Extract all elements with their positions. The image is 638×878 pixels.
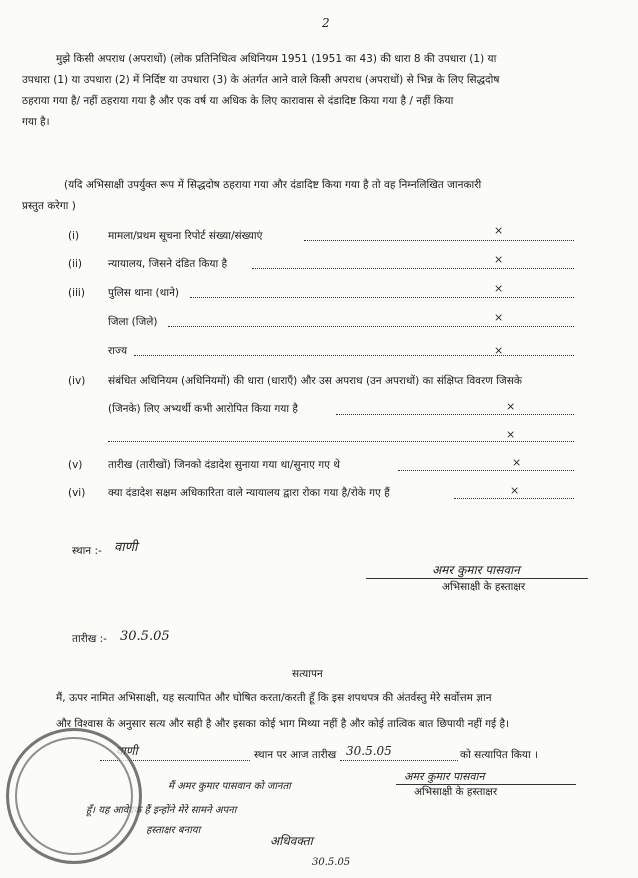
item-i-num: (i) xyxy=(68,230,80,242)
item-vi-num: (vi) xyxy=(68,487,86,499)
notary-date: 30.5.05 xyxy=(312,857,351,868)
notary-signature: अधिवक्ता xyxy=(270,834,313,848)
verified-mid-text: स्थान पर आज तारीख xyxy=(254,749,337,761)
item-v-label: तारीख (तारीखों) जिनको दंडादेश सुनाया गया था/सुनाए गए थे xyxy=(108,459,340,471)
date-label: तारीख :- xyxy=(72,633,107,645)
item-i-blank xyxy=(304,240,574,241)
item-vi-label: क्या दंडादेश सक्षम अधिकारिता वाले न्यायालय द्वारा रोका गया है/रोके गए हैं xyxy=(108,487,390,499)
item-iii-blank xyxy=(190,297,574,298)
place-value: वाणी xyxy=(114,540,138,555)
para1-line1: मुझे किसी अपराध (अपराधों) (लोक प्रतिनिधित्व अधिनियम 1951 (1951 का 43) की धारा 8 की उपधारा (1) या xyxy=(56,53,497,65)
item-iii-mark: × xyxy=(494,282,504,295)
item-iv-blank1 xyxy=(336,414,574,415)
state-blank xyxy=(134,355,574,356)
item-iv-num: (iv) xyxy=(68,375,86,387)
signature-line xyxy=(366,578,588,579)
note-line1: मैं अमर कुमार पासवान को जानता xyxy=(168,781,291,792)
verification-title: सत्यापन xyxy=(292,668,323,680)
para1-line4: गया है। xyxy=(22,116,50,128)
deponent-signature: अमर कुमार पासवान xyxy=(432,563,520,577)
item-iv-mark-2: × xyxy=(506,428,516,441)
notary-seal xyxy=(6,728,142,864)
page-number: 2 xyxy=(322,16,330,30)
verified-place: वाणी xyxy=(116,744,138,758)
item-iii-num: (iii) xyxy=(68,287,85,299)
para2-line2: प्रस्तुत करेगा ) xyxy=(22,200,76,212)
item-iv-line1: संबंधित अधिनियम (अधिनियमों) की धारा (धाराएँ) और उस अपराध (उन अपराधों) का संक्षिप्त विवरण जिसके xyxy=(108,375,522,387)
verified-date: 30.5.05 xyxy=(346,744,392,758)
item-iv-mark: × xyxy=(506,400,516,413)
verification-line2: और विश्वास के अनुसार सत्य और सही है और इसका कोई भाग मिथ्या नहीं है और कोई तात्विक बात छिपायी नहीं गई है। xyxy=(56,718,510,730)
item-iv-blank2 xyxy=(108,441,574,442)
state-mark: × xyxy=(494,344,504,357)
item-ii-num: (ii) xyxy=(68,258,83,270)
note-line3: हस्ताक्षर बनाया xyxy=(146,825,201,836)
item-i-label: मामला/प्रथम सूचना रिपोर्ट संख्या/संख्याएं xyxy=(108,230,263,242)
item-iii-label: पुलिस थाना (थाने) xyxy=(108,287,180,299)
item-iv-line2: (जिनके) लिए अभ्यर्थी कभी आरोपित किया गया है xyxy=(108,403,298,415)
para2-line1: (यदि अभिसाक्षी उपर्युक्त रूप में सिद्धदोष ठहराया गया और दंडादिष्ट किया गया है तो वह निम्नलिखित जानकारी xyxy=(64,179,482,191)
deponent-signature-2: अमर कुमार पासवान xyxy=(404,770,485,783)
item-vi-mark: × xyxy=(510,484,520,497)
para1-line3: ठहराया गया है/ नहीं ठहराया गया है और एक वर्ष या अधिक के लिए कारावास से दंडादिष्ट किया गया है / नहीं किया xyxy=(22,95,454,107)
district-mark: × xyxy=(494,311,504,324)
deponent-sign-label-2: अभिसाक्षी के हस्ताक्षर xyxy=(414,786,498,798)
date-value: 30.5.05 xyxy=(120,629,170,644)
item-v-blank xyxy=(398,470,574,471)
item-i-mark: × xyxy=(494,224,504,237)
item-ii-label: न्यायालय, जिसने दंडित किया है xyxy=(108,258,228,270)
place-label: स्थान :- xyxy=(72,545,102,557)
item-v-mark: × xyxy=(512,456,522,469)
district-blank xyxy=(168,326,574,327)
verification-line1: मैं, ऊपर नामित अभिसाक्षी, यह सत्यापित और घोषित करता/करती हूँ कि इस शपथपत्र की अंतर्वस्तु मेरे सर्वोत्तम ज्ञान xyxy=(56,692,492,704)
state-label: राज्य xyxy=(108,345,128,357)
para1-line2: उपधारा (1) या उपधारा (2) में निर्दिष्ट या उपधारा (3) के अंतर्गत आने वाले किसी अपराध (अपराधों) से भिन्न के लिए सिद्धदोष xyxy=(22,74,500,86)
verified-date-blank xyxy=(340,760,458,761)
deponent-sign-label: अभिसाक्षी के हस्ताक्षर xyxy=(442,581,526,593)
verified-end-text: को सत्यापित किया । xyxy=(460,749,538,761)
item-v-num: (v) xyxy=(68,459,83,471)
note-line2: हूँ। यह आवेदक हैं इन्होंने मेरे सामने अपना xyxy=(86,805,237,816)
item-vi-blank xyxy=(454,498,574,499)
district-label: जिला (जिले) xyxy=(108,316,158,328)
item-ii-mark: × xyxy=(494,253,504,266)
item-ii-blank xyxy=(252,268,574,269)
